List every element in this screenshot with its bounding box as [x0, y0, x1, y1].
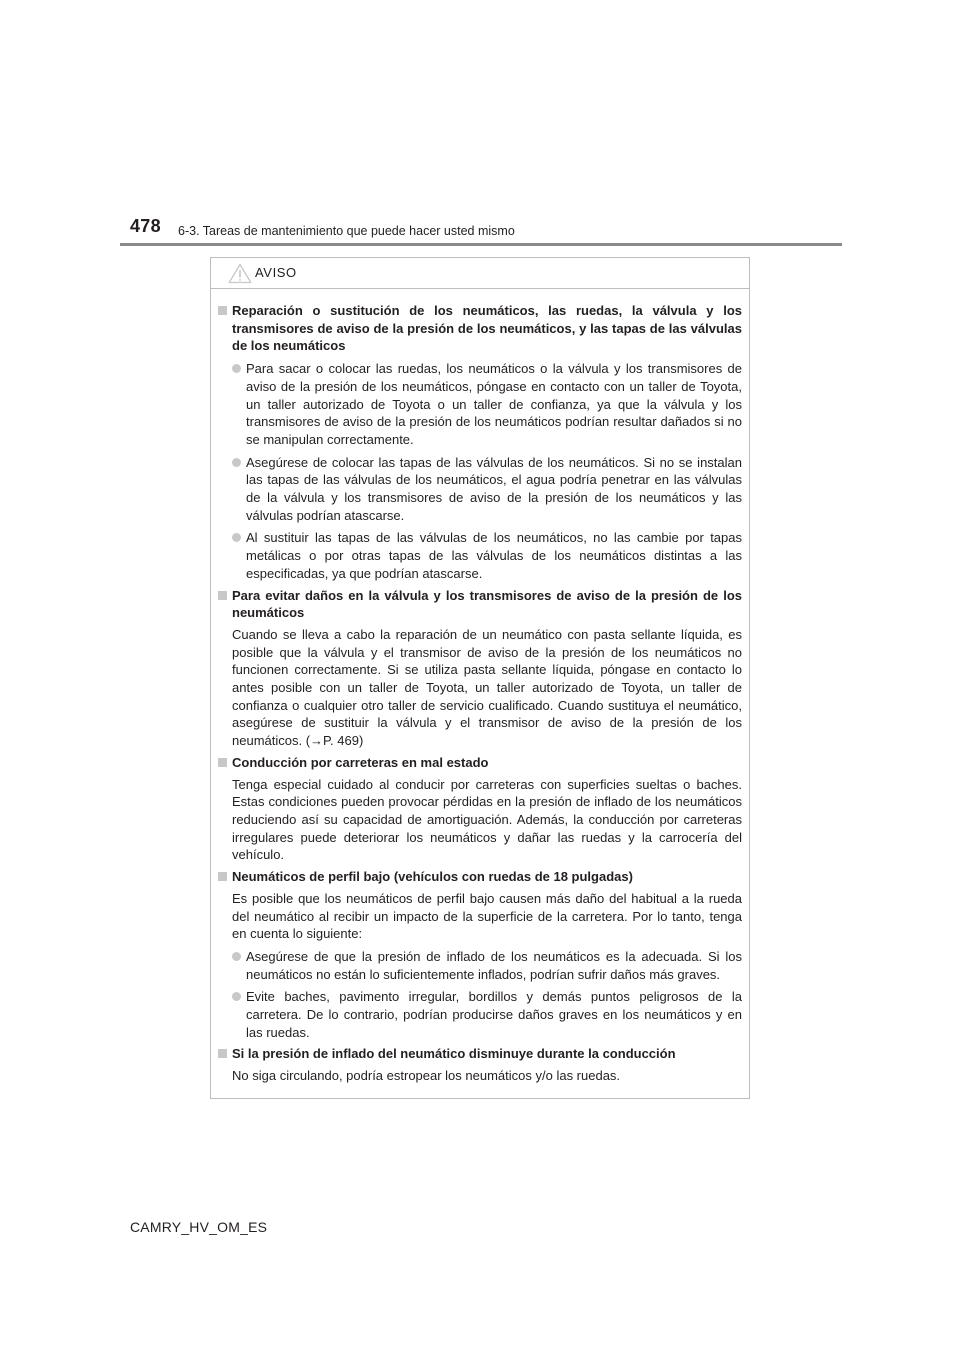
circle-bullet-icon: [232, 992, 241, 1001]
warning-title: AVISO: [255, 265, 297, 280]
warning-header: [211, 258, 749, 289]
section-heading: Conducción por carreteras en mal estado: [232, 754, 489, 770]
warning-section: [217, 1045, 742, 1084]
bullet-text: Asegúrese de que la presión de inflado de los neumáticos es la adecuada. Si los neumáticos no están lo suficientemente inflados, podrían sufrir daños más graves.: [246, 948, 742, 982]
square-bullet-icon: [218, 758, 227, 767]
section-heading: Si la presión de inflado del neumático disminuye durante la conducción: [232, 1046, 676, 1062]
warning-triangle-icon: [228, 263, 252, 284]
section-paragraph: No siga circulando, podría estropear los neumáticos y/o las ruedas.: [232, 1068, 621, 1084]
section-heading: Neumáticos de perfil bajo (vehículos con ruedas de 18 pulgadas): [232, 869, 633, 885]
section-heading: Para evitar daños en la válvula y los transmisores de aviso de la presión de los neumáticos: [232, 587, 742, 621]
square-bullet-icon: [218, 1049, 227, 1058]
warning-section: [217, 302, 742, 583]
bullet-item: [232, 529, 742, 582]
circle-bullet-icon: [232, 533, 241, 542]
warning-section: [217, 868, 742, 1041]
section-paragraph: Es posible que los neumáticos de perfil bajo causen más daño del habitual a la rueda del neumático al recibir un impacto de la superficie de la carretera. Por lo tanto, tenga en cuenta lo siguiente:: [232, 890, 742, 942]
warning-body: [217, 298, 742, 1085]
circle-bullet-icon: [232, 952, 241, 961]
bullet-text: Asegúrese de colocar las tapas de las válvulas de los neumáticos. Si no se instalan las tapas de las válvulas de los neumáticos, el agua podría penetrar en las válvulas de la válvula y los transmisores de aviso de la presión de los neumáticos y las válvulas podrían atascarse.: [246, 454, 742, 523]
bullet-text: Para sacar o colocar las ruedas, los neumáticos o la válvula y los transmisores de aviso de la presión de los neumáticos, póngase en contacto con un taller de Toyota, un taller autorizado de Toyota o un taller de confianza, ya que la válvula y los transmisores de aviso de la presión de los neumáticos podrían resultar dañados si no se manipulan correctamente.: [246, 361, 742, 447]
circle-bullet-icon: [232, 364, 241, 373]
circle-bullet-icon: [232, 458, 241, 467]
square-bullet-icon: [218, 872, 227, 881]
warning-section: [217, 754, 742, 864]
section-paragraph: Tenga especial cuidado al conducir por carreteras con superficies sueltas o baches. Estas condiciones pueden provocar pérdidas en la presión de inflado de los neumáticos reduciendo así su capacidad de amortiguación. Además, la conducción por carreteras irregulares puede deteriorar los neumáticos y dañar las ruedas y la carrocería del vehículo.: [232, 776, 742, 863]
bullet-item: [232, 948, 742, 983]
square-bullet-icon: [218, 591, 227, 600]
bullet-text: Al sustituir las tapas de las válvulas de los neumáticos, no las cambie por tapas metálicas o por otras tapas de las válvulas de los neumáticos distintas a las especificadas, ya que podrían atascarse.: [246, 530, 742, 581]
header-divider: [120, 243, 842, 246]
bullet-item: [232, 454, 742, 525]
warning-box: [210, 257, 750, 1099]
section-heading: Reparación o sustitución de los neumáticos, las ruedas, la válvula y los transmisores de aviso de la presión de los neumáticos, y las tapas de las válvulas de los neumáticos: [232, 303, 742, 354]
section-title: 6-3. Tareas de mantenimiento que puede hacer usted mismo: [178, 224, 515, 238]
page-number: 478: [130, 216, 161, 236]
warning-section: [217, 587, 742, 750]
document-code: CAMRY_HV_OM_ES: [130, 1219, 268, 1235]
bullet-text: Evite baches, pavimento irregular, bordillos y demás puntos peligrosos de la carretera. De lo contrario, podrían producirse daños graves en los neumáticos y en las ruedas.: [246, 989, 742, 1040]
bullet-item: [232, 360, 742, 449]
square-bullet-icon: [218, 306, 227, 315]
section-paragraph: Cuando se lleva a cabo la reparación de un neumático con pasta sellante líquida, es posible que la válvula y el transmisor de aviso de la presión de los neumáticos no funcionen correctamente. Si se utiliza pasta sellante líquida, póngase en contacto lo antes posible con un taller de Toyota, un taller autorizado de Toyota, un taller de confianza o cualquier otro taller de servicio cualificado. Cuando sustituya el neumático, asegúrese de sustituir la válvula y el transmisor de aviso de la presión de los neumáticos. (→P. 469): [232, 626, 742, 749]
bullet-item: [232, 988, 742, 1041]
page-header: [130, 216, 840, 246]
